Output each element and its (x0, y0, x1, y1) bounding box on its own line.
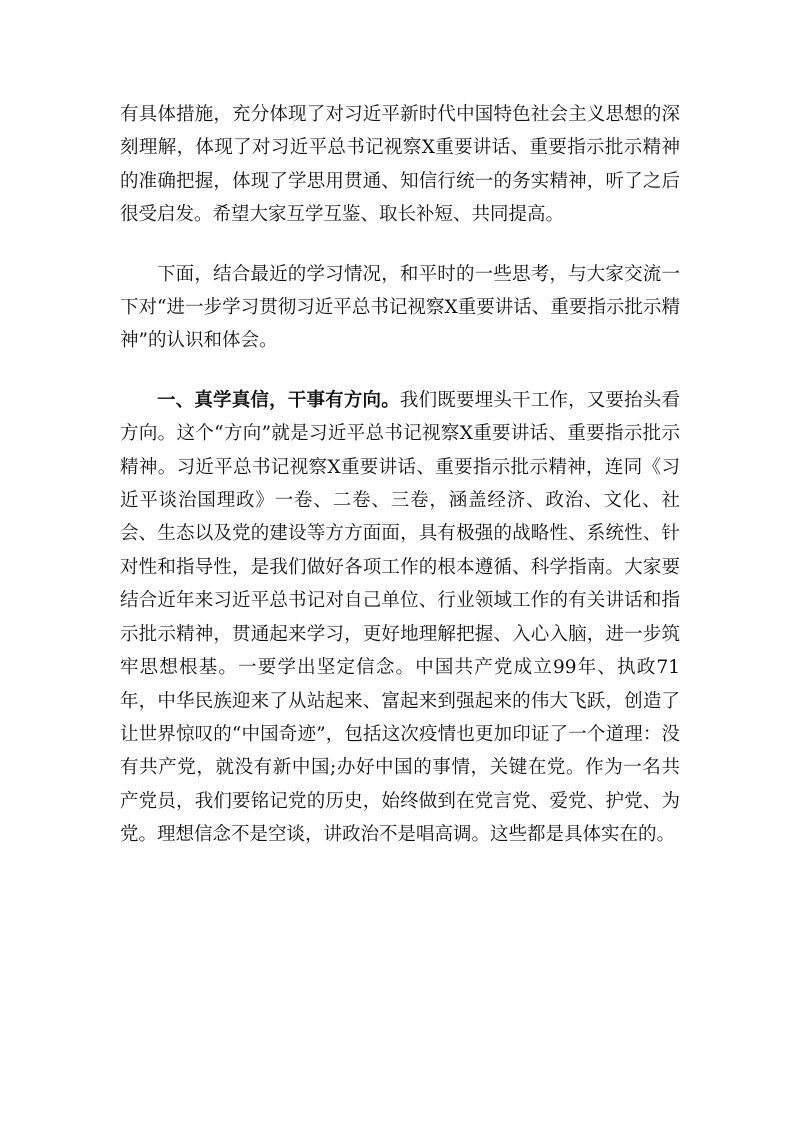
document-body (120, 98, 680, 852)
paragraph-3-text: 我们既要埋头干工作，又要抬头看方向。这个“方向”就是习近平总书记视察X重要讲话、重要指示批示精神。习近平总书记视察X重要讲话、重要指示批示精神，连同《习近平谈治国理政》一卷、二卷、三卷，涵盖经济、政治、文化、社会、生态以及党的建设等方方面面，具有极强的战略性、系统性、针对性和指导性，是我们做好各项工作的根本遵循、科学指南。大家要结合近年来习近平总书记对自己单位、行业领域工作的有关讲话和指示批示精神，贯通起来学习，更好地理解把握、入心入脑，进一步筑牢思想根基。一要学出坚定信念。中国共产党成立99年、执政71年，中华民族迎来了从站起来、富起来到强起来的伟大飞跃，创造了让世界惊叹的“中国奇迹”，包括这次疫情也更加印证了一个道理：没有共产党，就没有新中国;办好中国的事情，关键在党。作为一名共产党员，我们要铭记党的历史，始终做到在党言党、爱党、护党、为党。理想信念不是空谈，讲政治不是唱高调。这些都是具体实在的。 (120, 389, 680, 846)
paragraph-3 (120, 384, 680, 852)
paragraph-1 (120, 98, 680, 232)
paragraph-gap (120, 358, 680, 384)
paragraph-2 (120, 258, 680, 358)
paragraph-2-text: 下面，结合最近的学习情况，和平时的一些思考，与大家交流一下对“进一步学习贯彻习近平总书记视察X重要讲话、重要指示批示精神”的认识和体会。 (120, 263, 680, 352)
paragraph-gap (120, 232, 680, 258)
section-heading: 一、真学真信，干事有方向。 (157, 389, 400, 411)
paragraph-1-text: 有具体措施，充分体现了对习近平新时代中国特色社会主义思想的深刻理解，体现了对习近平总书记视察X重要讲话、重要指示批示精神的准确把握，体现了学思用贯通、知信行统一的务实精神，听了之后很受启发。希望大家互学互鉴、取长补短、共同提高。 (120, 104, 680, 226)
